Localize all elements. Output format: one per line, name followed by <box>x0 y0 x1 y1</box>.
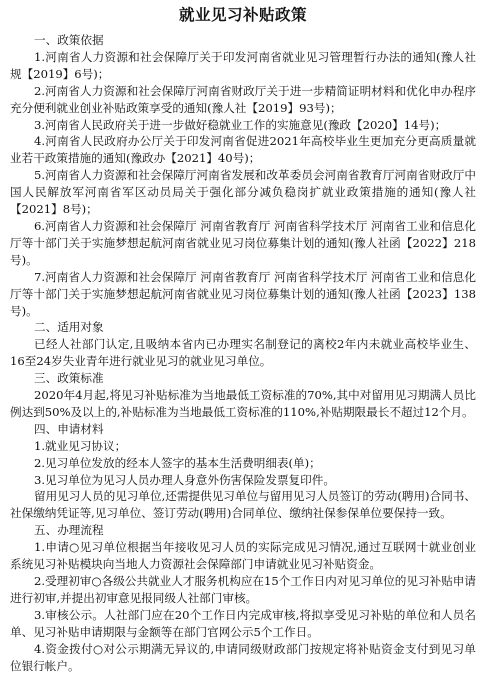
section-heading-basis: 一、政策依据 <box>34 33 104 47</box>
materials-item-3: 3.见习单位为见习人员办理人身意外伤害保险发票复印件。 <box>34 472 335 487</box>
basis-item-5: 5.河南省人力资源和社会保障厅河南省发展和改革委员会河南省教育厅河南省财政厅中国人民解放军河南省军区动员局关于强化部分减负稳岗扩就业政策措施的通知(豫人社【2021】8号)； <box>10 168 476 217</box>
basis-item-4: 4.河南省人民政府办公厅关于印发河南省促进2021年高校毕业生更加充分更高质量就业若干政策措施的通知(豫政办【2021】40号)； <box>10 134 476 166</box>
materials-note: 留用见习人员的见习单位,还需提供见习单位与留用见习人员签订的劳动(聘用)合同书、社保缴纳凭证等,见习单位、签订劳动(聘用)合同单位、缴纳社保参保单位要保持一致。 <box>10 489 476 521</box>
document-title: 就业见习补贴政策 <box>178 6 307 24</box>
section-heading-applicable: 二、适用对象 <box>34 320 104 335</box>
process-step-3: 3.审核公示。人社部门应在20个工作日内完成审核,将拟享受见习补贴的单位和人员名单、见习补贴申请期限与金额等在部门官网公示5个工作日。 <box>10 607 476 639</box>
basis-item-1: 1.河南省人力资源和社会保障厅关于印发河南省就业见习管理暂行办法的通知(豫人社规【2019】6号)； <box>10 49 476 81</box>
standard-text: 2020年4月起,将见习补贴标准为当地最低工资标准的70%,其中对留用见习期满人员比例达到50%及以上的,补贴标准为当地最低工资标准的110%,补贴期限最长不超过12个月。 <box>10 388 476 419</box>
basis-item-7: 7.河南省人力资源和社会保障厅 河南省教育厅 河南省科学技术厅 河南省工业和信息化厅等十部门关于实施梦想起航河南省就业见习岗位募集计划的通知(豫人社函【2023】138号)。 <box>10 269 476 318</box>
section-heading-standard: 三、政策标准 <box>34 371 104 386</box>
materials-item-2: 2.见习单位发放的经本人签字的基本生活费明细表(单)； <box>34 455 321 470</box>
basis-item-3: 3.河南省人民政府关于进一步做好稳就业工作的实施意见(豫政【2020】14号)； <box>34 117 447 132</box>
materials-item-1: 1.就业见习协议； <box>34 438 127 453</box>
basis-item-2: 2.河南省人力资源和社会保障厅河南省财政厅关于进一步精简证明材料和优化申办程序充分便利就业创业补贴政策享受的通知(豫人社【2019】93号)； <box>10 83 476 115</box>
applicable-text: 已经人社部门认定,且吸纳本省内已办理实名制登记的离校2年内未就业高校毕业生、16至24岁失业青年进行就业见习的就业见习单位。 <box>10 337 476 369</box>
process-step-1: 1.申请○见习单位根据当年接收见习人员的实际完成见习情况,通过互联网十就业创业系统见习补贴模块向当地人力资源社会保障部门申请就业见习补贴资金。 <box>10 540 476 572</box>
section-heading-process: 五、办理流程 <box>34 523 104 538</box>
process-step-4: 4.资金拨付○对公示期满无异议的,申请同级财政部门按规定将补贴资金支付到见习单位银行帐户。 <box>10 641 476 673</box>
section-heading-materials: 四、申请材料 <box>34 421 104 436</box>
basis-item-6: 6.河南省人力资源和社会保障厅 河南省教育厅 河南省科学技术厅 河南省工业和信息化厅等十部门关于实施梦想起航河南省就业见习岗位募集计划的通知(豫人社函【2022】218号)。 <box>10 218 476 267</box>
process-step-2: 2.受理初审○各级公共就业人才服务机构应在15个工作日内对见习单位的见习补贴申请进行初审,并提出初审意见报同级人社部门审核。 <box>10 574 476 605</box>
